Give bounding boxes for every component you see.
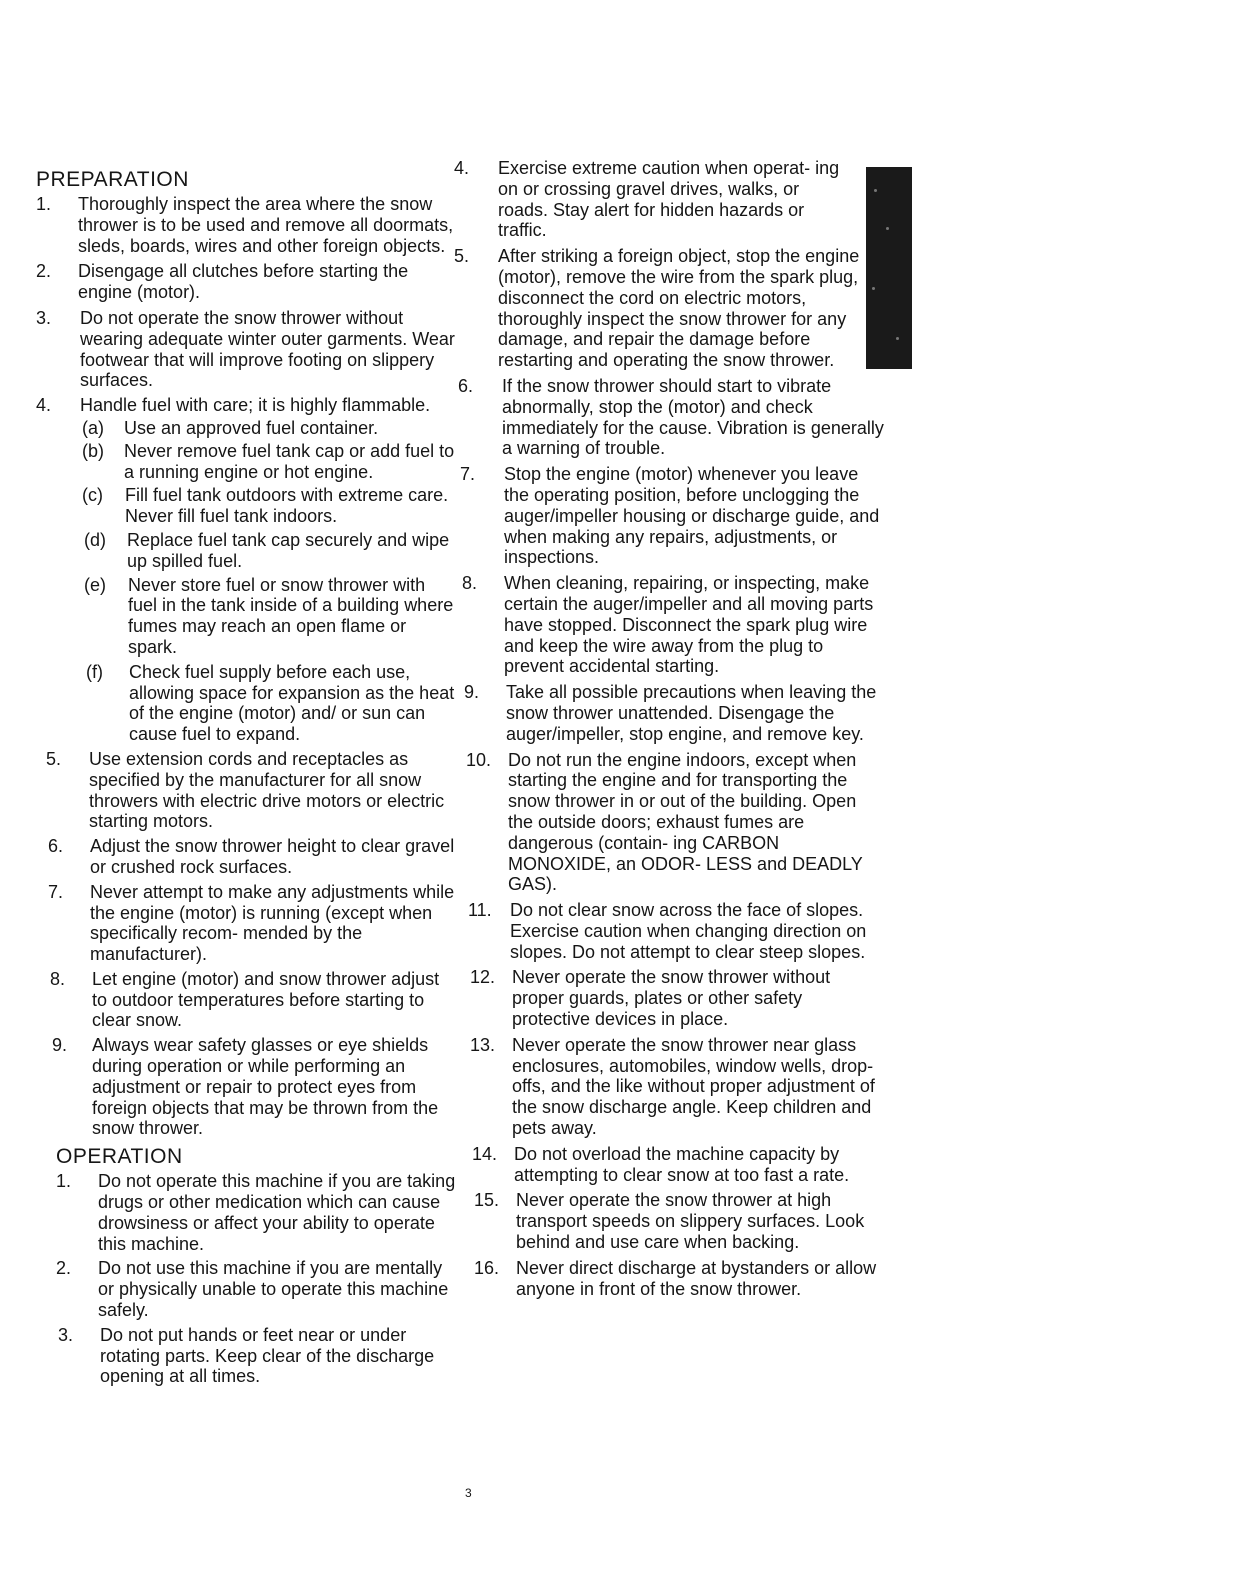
operation-heading: OPERATION (56, 1145, 183, 1169)
operation-item-13 (470, 1035, 884, 1139)
item-text: Never operate the snow thrower at high transport speeds on slippery surfaces. Look behind and use care when backing. (516, 1190, 865, 1253)
fuel-subitem-b (82, 441, 456, 483)
item-text: Do not operate this machine if you are taking drugs or other medication which can cause drowsiness or affect your ability to operate this machine. (98, 1171, 456, 1254)
operation-item-15 (474, 1190, 884, 1252)
preparation-item-2 (36, 261, 456, 303)
item-text: Do not operate the snow thrower without wearing adequate winter outer garments. Wear footwear that will improve footing on slippery surfaces. (80, 307, 455, 391)
item-number: 9. (464, 682, 480, 703)
subitem-label: (b) (82, 440, 104, 461)
item-number: 4. (454, 158, 470, 178)
item-text: Do not overload the machine capacity by attempting to clear snow at too fast a rate. (514, 1143, 850, 1185)
item-text: Do not put hands or feet near or under rotating parts. Keep clear of the discharge opening at all times. (100, 1324, 435, 1387)
subitem-label: (c) (82, 485, 103, 506)
item-number: 5. (454, 246, 470, 267)
item-number: 3. (58, 1324, 74, 1345)
fuel-subitem-a (82, 418, 456, 439)
preparation-item-8 (50, 969, 456, 1031)
preparation-item-6 (48, 836, 456, 878)
subitem-text: Check fuel supply before each use, allowing space for expansion as the heat of the engine (motor) and/ or sun can cause fuel to expand. (129, 661, 455, 745)
operation-item-1 (56, 1171, 456, 1254)
item-number: 15. (474, 1190, 500, 1211)
page-number: 3 (465, 1486, 472, 1500)
item-text: Never direct discharge at bystanders or allow anyone in front of the snow thrower. (516, 1257, 877, 1299)
item-text: If the snow thrower should start to vibrate abnormally, stop the (motor) and check immediately for the cause. Vibration is generally a warning of trouble. (502, 375, 884, 459)
item-number: 1. (56, 1171, 72, 1192)
operation-item-14 (472, 1144, 884, 1186)
item-number: 6. (48, 836, 64, 857)
item-number: 12. (470, 967, 496, 988)
operation-item-12 (470, 967, 884, 1029)
preparation-item-7 (48, 882, 456, 965)
item-number: 3. (36, 307, 52, 328)
item-number: 2. (36, 261, 52, 282)
subitem-text: Never remove fuel tank cap or add fuel to a running engine or hot engine. (124, 440, 455, 482)
preparation-item-9 (52, 1035, 456, 1139)
preparation-item-3 (36, 308, 456, 391)
operation-item-9 (464, 682, 884, 744)
item-text: After striking a foreign object, stop the engine (motor), remove the wire from the spark plug, disconnect the cord on electric motors, thoroughly inspect the snow thrower for any damage, and repair the damage before restarting and operating the snow thrower. (498, 246, 860, 371)
subitem-label: (a) (82, 417, 104, 438)
operation-item-5 (454, 246, 870, 371)
item-text: Use extension cords and receptacles as specified by the manufacturer for all snow throwers with electric drive motors or electric starting motors. (89, 748, 445, 832)
subitem-label: (f) (86, 661, 103, 682)
operation-item-16 (474, 1258, 884, 1300)
preparation-heading: PREPARATION (36, 168, 189, 191)
subitem-text: Never store fuel or snow thrower with fuel in the tank inside of a building where fumes may reach an open flame or spark. (128, 574, 454, 657)
item-number: 8. (462, 573, 478, 594)
subitem-text: Use an approved fuel container. (124, 417, 379, 438)
item-number: 10. (466, 749, 492, 770)
item-number: 6. (458, 375, 474, 396)
item-text: Do not use this machine if you are mentally or physically unable to operate this machine safely. (98, 1258, 449, 1321)
right-column (454, 158, 884, 1299)
item-number: 4. (36, 395, 52, 416)
item-text: Take all possible precautions when leaving the snow thrower unattended. Disengage the auger/impeller, stop engine, and remove key. (506, 682, 877, 744)
fuel-subitem-d (84, 530, 456, 572)
item-text: Adjust the snow thrower height to clear gravel or crushed rock surfaces. (90, 836, 455, 877)
item-text: Exercise extreme caution when operat- ing on or crossing gravel drives, walks, or roads. Stay alert for hidden hazards or traffic. (498, 158, 840, 241)
preparation-item-1 (36, 194, 456, 256)
item-number: 5. (46, 748, 62, 769)
left-column (36, 168, 456, 1387)
item-text: Let engine (motor) and snow thrower adjust to outdoor temperatures before starting to clear snow. (92, 968, 440, 1031)
item-number: 1. (36, 194, 52, 214)
item-number: 7. (48, 881, 64, 902)
subitem-text: Fill fuel tank outdoors with extreme care. Never fill fuel tank indoors. (125, 485, 449, 527)
item-number: 2. (56, 1258, 72, 1279)
operation-item-11 (468, 900, 884, 962)
item-number: 14. (472, 1143, 498, 1164)
operation-item-6 (458, 376, 884, 459)
item-text: Stop the engine (motor) whenever you leave the operating position, before unclogging the auger/impeller housing or discharge guide, and when making any repairs, adjustments, or inspections. (504, 464, 880, 568)
item-text: Handle fuel with care; it is highly flammable. (80, 395, 431, 416)
item-number: 11. (468, 900, 492, 921)
item-number: 13. (470, 1034, 496, 1055)
item-text: When cleaning, repairing, or inspecting, make certain the auger/impeller and all moving parts have stopped. Disconnect the spark plug wire and keep the wire away from the plug to prevent accidental starting. (504, 573, 874, 677)
subitem-label: (e) (84, 574, 106, 595)
item-text: Never attempt to make any adjustments while the engine (motor) is running (except when specifically recom- mended by the manufacturer). (90, 881, 455, 965)
operation-item-4 (454, 158, 854, 241)
fuel-subitem-f (86, 662, 456, 745)
subitem-label: (d) (84, 529, 106, 550)
item-text: Always wear safety glasses or eye shields during operation or while performing an adjustment or repair to protect eyes from foreign objects that may be thrown from the snow thrower. (92, 1035, 439, 1139)
fuel-subitem-e (84, 575, 456, 658)
item-text: Do not clear snow across the face of slopes. Exercise caution when changing direction on slopes. Do not attempt to clear steep slopes. (510, 900, 867, 962)
operation-item-2 (56, 1258, 456, 1320)
operation-item-3 (58, 1325, 456, 1387)
item-number: 16. (474, 1257, 500, 1278)
edge-tab-marker (866, 167, 912, 369)
item-text: Thoroughly inspect the area where the snow thrower is to be used and remove all doormats, sleds, boards, wires and other foreign objects. (78, 194, 454, 256)
preparation-item-4 (36, 395, 456, 416)
operation-item-8 (462, 573, 884, 677)
item-number: 9. (52, 1035, 68, 1056)
item-number: 7. (460, 464, 476, 485)
item-text: Never operate the snow thrower near glass enclosures, automobiles, window wells, drop-offs, and the like without proper adjustment of the snow discharge angle. Keep children and pets away. (512, 1034, 875, 1139)
item-number: 8. (50, 968, 66, 989)
fuel-subitem-c (82, 485, 456, 527)
operation-item-10 (466, 750, 884, 896)
item-text: Disengage all clutches before starting the engine (motor). (78, 261, 409, 303)
item-text: Do not run the engine indoors, except when starting the engine and for transporting the snow thrower in or out of the building. Open the outside doors; exhaust fumes are dangerous (contain- ing CARBON MONOXIDE, an ODOR- LESS and DEADLY GAS). (508, 749, 863, 895)
subitem-text: Replace fuel tank cap securely and wipe up spilled fuel. (127, 529, 450, 571)
item-text: Never operate the snow thrower without proper guards, plates or other safety protective devices in place. (512, 967, 831, 1030)
operation-item-7 (460, 464, 884, 568)
preparation-item-5 (46, 749, 456, 832)
